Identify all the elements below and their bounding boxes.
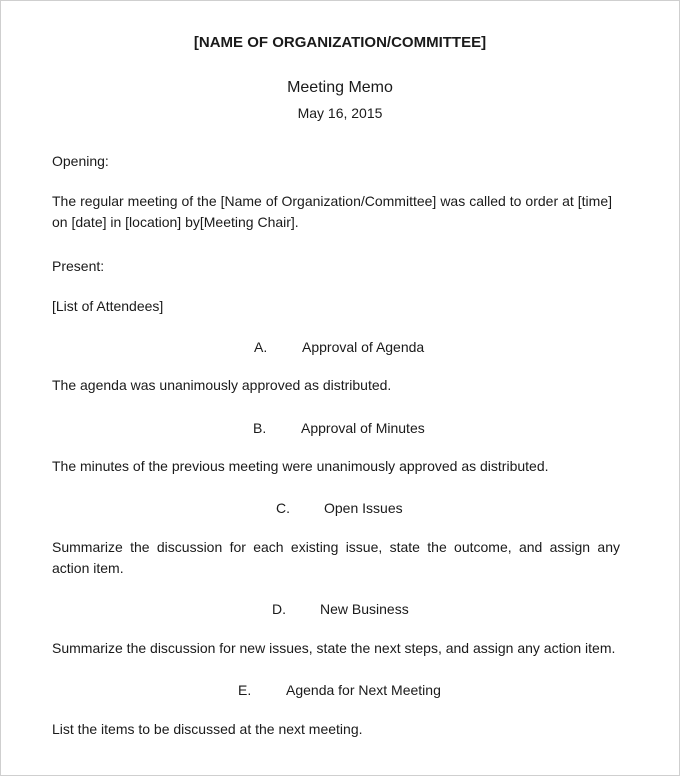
section-letter: E. [238, 682, 252, 698]
section-heading-e [238, 681, 441, 699]
opening-label: Opening: [52, 153, 109, 169]
organization-title: [NAME OF ORGANIZATION/COMMITTEE] [193, 34, 487, 51]
section-title: New Business [320, 601, 409, 617]
section-text-c: Summarize the discussion for each existing issue, state the outcome, and assign any action item. [52, 539, 620, 576]
attendees-list: [List of Attendees] [52, 298, 164, 314]
section-text-b: The minutes of the previous meeting were unanimously approved as distributed. [52, 458, 549, 474]
section-letter: C. [276, 500, 290, 516]
section-letter: B. [253, 420, 267, 436]
section-title: Open Issues [324, 500, 403, 516]
section-text-e: List the items to be discussed at the next meeting. [52, 721, 363, 737]
section-text-d: Summarize the discussion for new issues, state the next steps, and assign any action item. [52, 640, 616, 656]
present-label: Present: [52, 258, 105, 274]
section-title: Approval of Agenda [302, 339, 425, 355]
section-heading-b [253, 419, 425, 437]
section-letter: A. [254, 339, 268, 355]
section-title: Approval of Minutes [301, 420, 425, 436]
section-heading-a [254, 338, 424, 356]
memo-date: May 16, 2015 [297, 105, 383, 121]
section-title: Agenda for Next Meeting [286, 682, 441, 698]
section-text-a: The agenda was unanimously approved as distributed. [52, 377, 392, 393]
memo-subtitle: Meeting Memo [287, 79, 393, 96]
section-heading-c [276, 499, 403, 517]
opening-text: The regular meeting of the [Name of Organization/Committee] was called to order at [time] on [date] in [location] by[Meeting Chair]. [52, 193, 612, 230]
section-letter: D. [272, 601, 286, 617]
section-heading-d [272, 600, 409, 618]
